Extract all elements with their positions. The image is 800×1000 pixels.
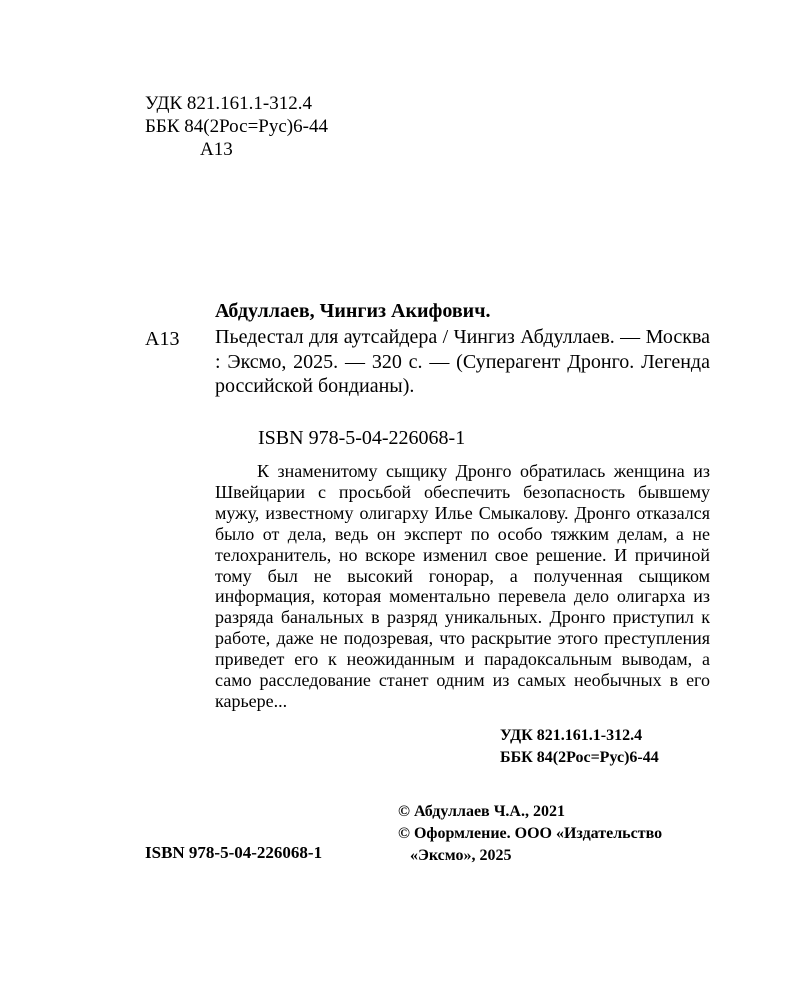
udk-code: УДК 821.161.1-312.4: [145, 93, 312, 114]
isbn-record: ISBN 978-5-04-226068-1: [258, 427, 466, 449]
top-classification-codes: [145, 92, 328, 161]
bbk-code: ББК 84(2Рос=Рус)6-44: [145, 116, 328, 137]
author-mark: А13: [200, 139, 233, 160]
bbk-code-bottom: ББК 84(2Рос=Рус)6-44: [500, 749, 659, 766]
catalog-mark: А13: [145, 328, 180, 350]
isbn-bottom: ISBN 978-5-04-226068-1: [145, 843, 323, 862]
copyright-design: © Оформление. ООО «Издательство: [398, 825, 663, 842]
bibliographic-description: Пьедестал для аутсайдера / Чингиз Абдуллаев. — Москва : Эксмо, 2025. — 320 с. — (Суперагент Дронго. Легенда российской бондианы).: [215, 326, 710, 397]
copyright-block: [398, 801, 662, 867]
author-heading: Абдуллаев, Чингиз Акифович.: [215, 300, 491, 322]
udk-code-bottom: УДК 821.161.1-312.4: [500, 727, 643, 744]
copyright-publisher: «Эксмо», 2025: [410, 847, 512, 864]
book-annotation: К знаменитому сыщику Дронго обратилась женщина из Швейцарии с просьбой обеспечить безопасность бывшему мужу, известному олигарху Илье Смыкалову. Дронго отказался было от дела, ведь он эксперт по особо тяжким делам, а не телохранитель, но вскоре изменил свое решение. И причиной тому был не высокий гонорар, а полученная сыщиком информация, которая моментально перевела дело олигарха из разряда банальных в разряд уникальных. Дронго приступил к работе, даже не подозревая, что раскрытие этого преступления приведет его к неожиданным и парадоксальным выводам, а само расследование станет одним из самых необычных в его карьере...: [215, 461, 710, 711]
copyright-author: © Абдуллаев Ч.А., 2021: [398, 803, 565, 820]
bottom-classification-codes: [500, 725, 659, 769]
